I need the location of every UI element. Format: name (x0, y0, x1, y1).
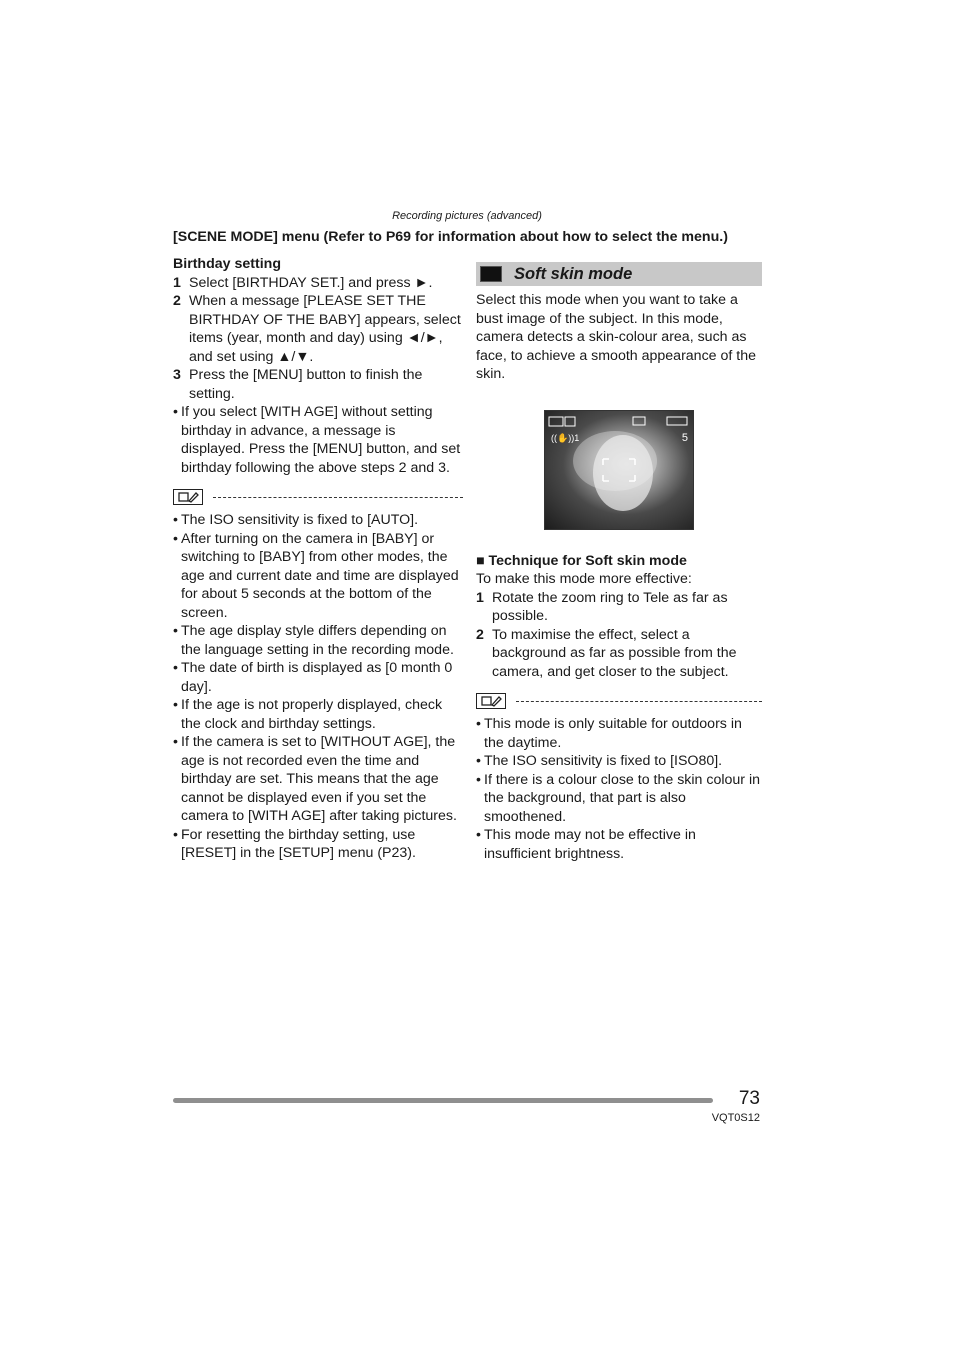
mode-title-bar (476, 262, 762, 286)
soft-skin-mode-icon (480, 266, 502, 282)
bullet-item: • The date of birth is displayed as [0 month 0 day]. (173, 660, 453, 695)
bullet-dot: • (173, 404, 178, 420)
step-number: 1 (476, 589, 484, 606)
bullet-item: • If the age is not properly displayed, check the clock and birthday settings. (173, 697, 443, 732)
osd-shot-count: 5 (681, 431, 688, 444)
birthday-step (173, 274, 463, 293)
technique-step (476, 589, 762, 626)
running-header: Recording pictures (advanced) (392, 210, 542, 222)
model-code: VQT0S12 (711, 1112, 760, 1124)
dashed-line (213, 497, 463, 498)
step-text: Press the [MENU] button to finish the setting. (189, 367, 423, 402)
note-icon (173, 489, 203, 505)
menu-title: [SCENE MODE] menu (Refer to P69 for information about how to select the menu.) (173, 229, 728, 245)
footer-bar (173, 1098, 713, 1103)
birthday-step (173, 292, 463, 366)
bullet-item: • The age display style differs depending on the language setting in the recording mode. (173, 623, 454, 658)
birthday-setting-heading: Birthday setting (173, 256, 281, 272)
note-divider (476, 691, 762, 711)
bullet-item: • If the camera is set to [WITHOUT AGE], the age is not recorded even the time and birthday are set. This means that the age cannot be displayed even if you set the camera to [WITH AGE] after taking pictures. (173, 734, 457, 824)
technique-heading: ■ Technique for Soft skin mode (476, 552, 687, 569)
page-number: 73 (738, 1088, 760, 1109)
step-number: 3 (173, 367, 181, 383)
step-text: When a message [PLEASE SET THE BIRTHDAY OF THE BABY] appears, select items (year, month and day) using ◄/►, and set using ▲/▼. (189, 293, 461, 365)
step-number: 2 (173, 293, 181, 309)
birthday-step (173, 366, 463, 403)
bullet-item: • This mode may not be effective in insufficient brightness. (476, 827, 696, 862)
bullet-item: • After turning on the camera in [BABY] or switching to [BABY] from other modes, the age and current date and time are displayed for about 5 seconds at the bottom of the screen. (173, 530, 459, 621)
sample-photo (544, 410, 694, 530)
bullet-item: • This mode is only suitable for outdoors in the daytime. (476, 716, 742, 751)
mode-intro: Select this mode when you want to take a bust image of the subject. In this mode, camera detects a skin-colour area, such as face, to achieve a smooth appearance of the skin. (476, 292, 756, 382)
right-column (476, 262, 762, 863)
bullet-item: • The ISO sensitivity is fixed to [AUTO]. (173, 512, 419, 528)
step-text: Select [BIRTHDAY SET.] and press ►. (189, 274, 433, 291)
bullet-item: • For resetting the birthday setting, use [RESET] in the [SETUP] menu (P23). (173, 826, 416, 861)
step-text: To maximise the effect, select a background as far as possible from the camera, and get closer to the subject. (492, 626, 737, 680)
technique-step (476, 626, 762, 682)
mode-title: Soft skin mode (514, 264, 633, 283)
step-number: 1 (173, 274, 181, 291)
step-number: 2 (476, 626, 484, 643)
bullet-item: • If there is a colour close to the skin colour in the background, that part is also smoothened. (476, 771, 761, 825)
bullet-item: • The ISO sensitivity is fixed to [ISO80]. (476, 753, 723, 769)
bullet-item: • If you select [WITH AGE] without setting birthday in advance, a message is displayed. Press the [MENU] button, and set birthday following the above steps 2 and 3. (173, 404, 461, 476)
osd-stabilizer: ((✋))1 (551, 432, 580, 443)
step-text: Rotate the zoom ring to Tele as far as possible. (492, 589, 728, 624)
left-column (173, 255, 463, 863)
note-divider (173, 487, 463, 507)
technique-intro: To make this mode more effective: (476, 571, 692, 587)
dashed-line (516, 701, 762, 702)
note-icon (476, 693, 506, 709)
